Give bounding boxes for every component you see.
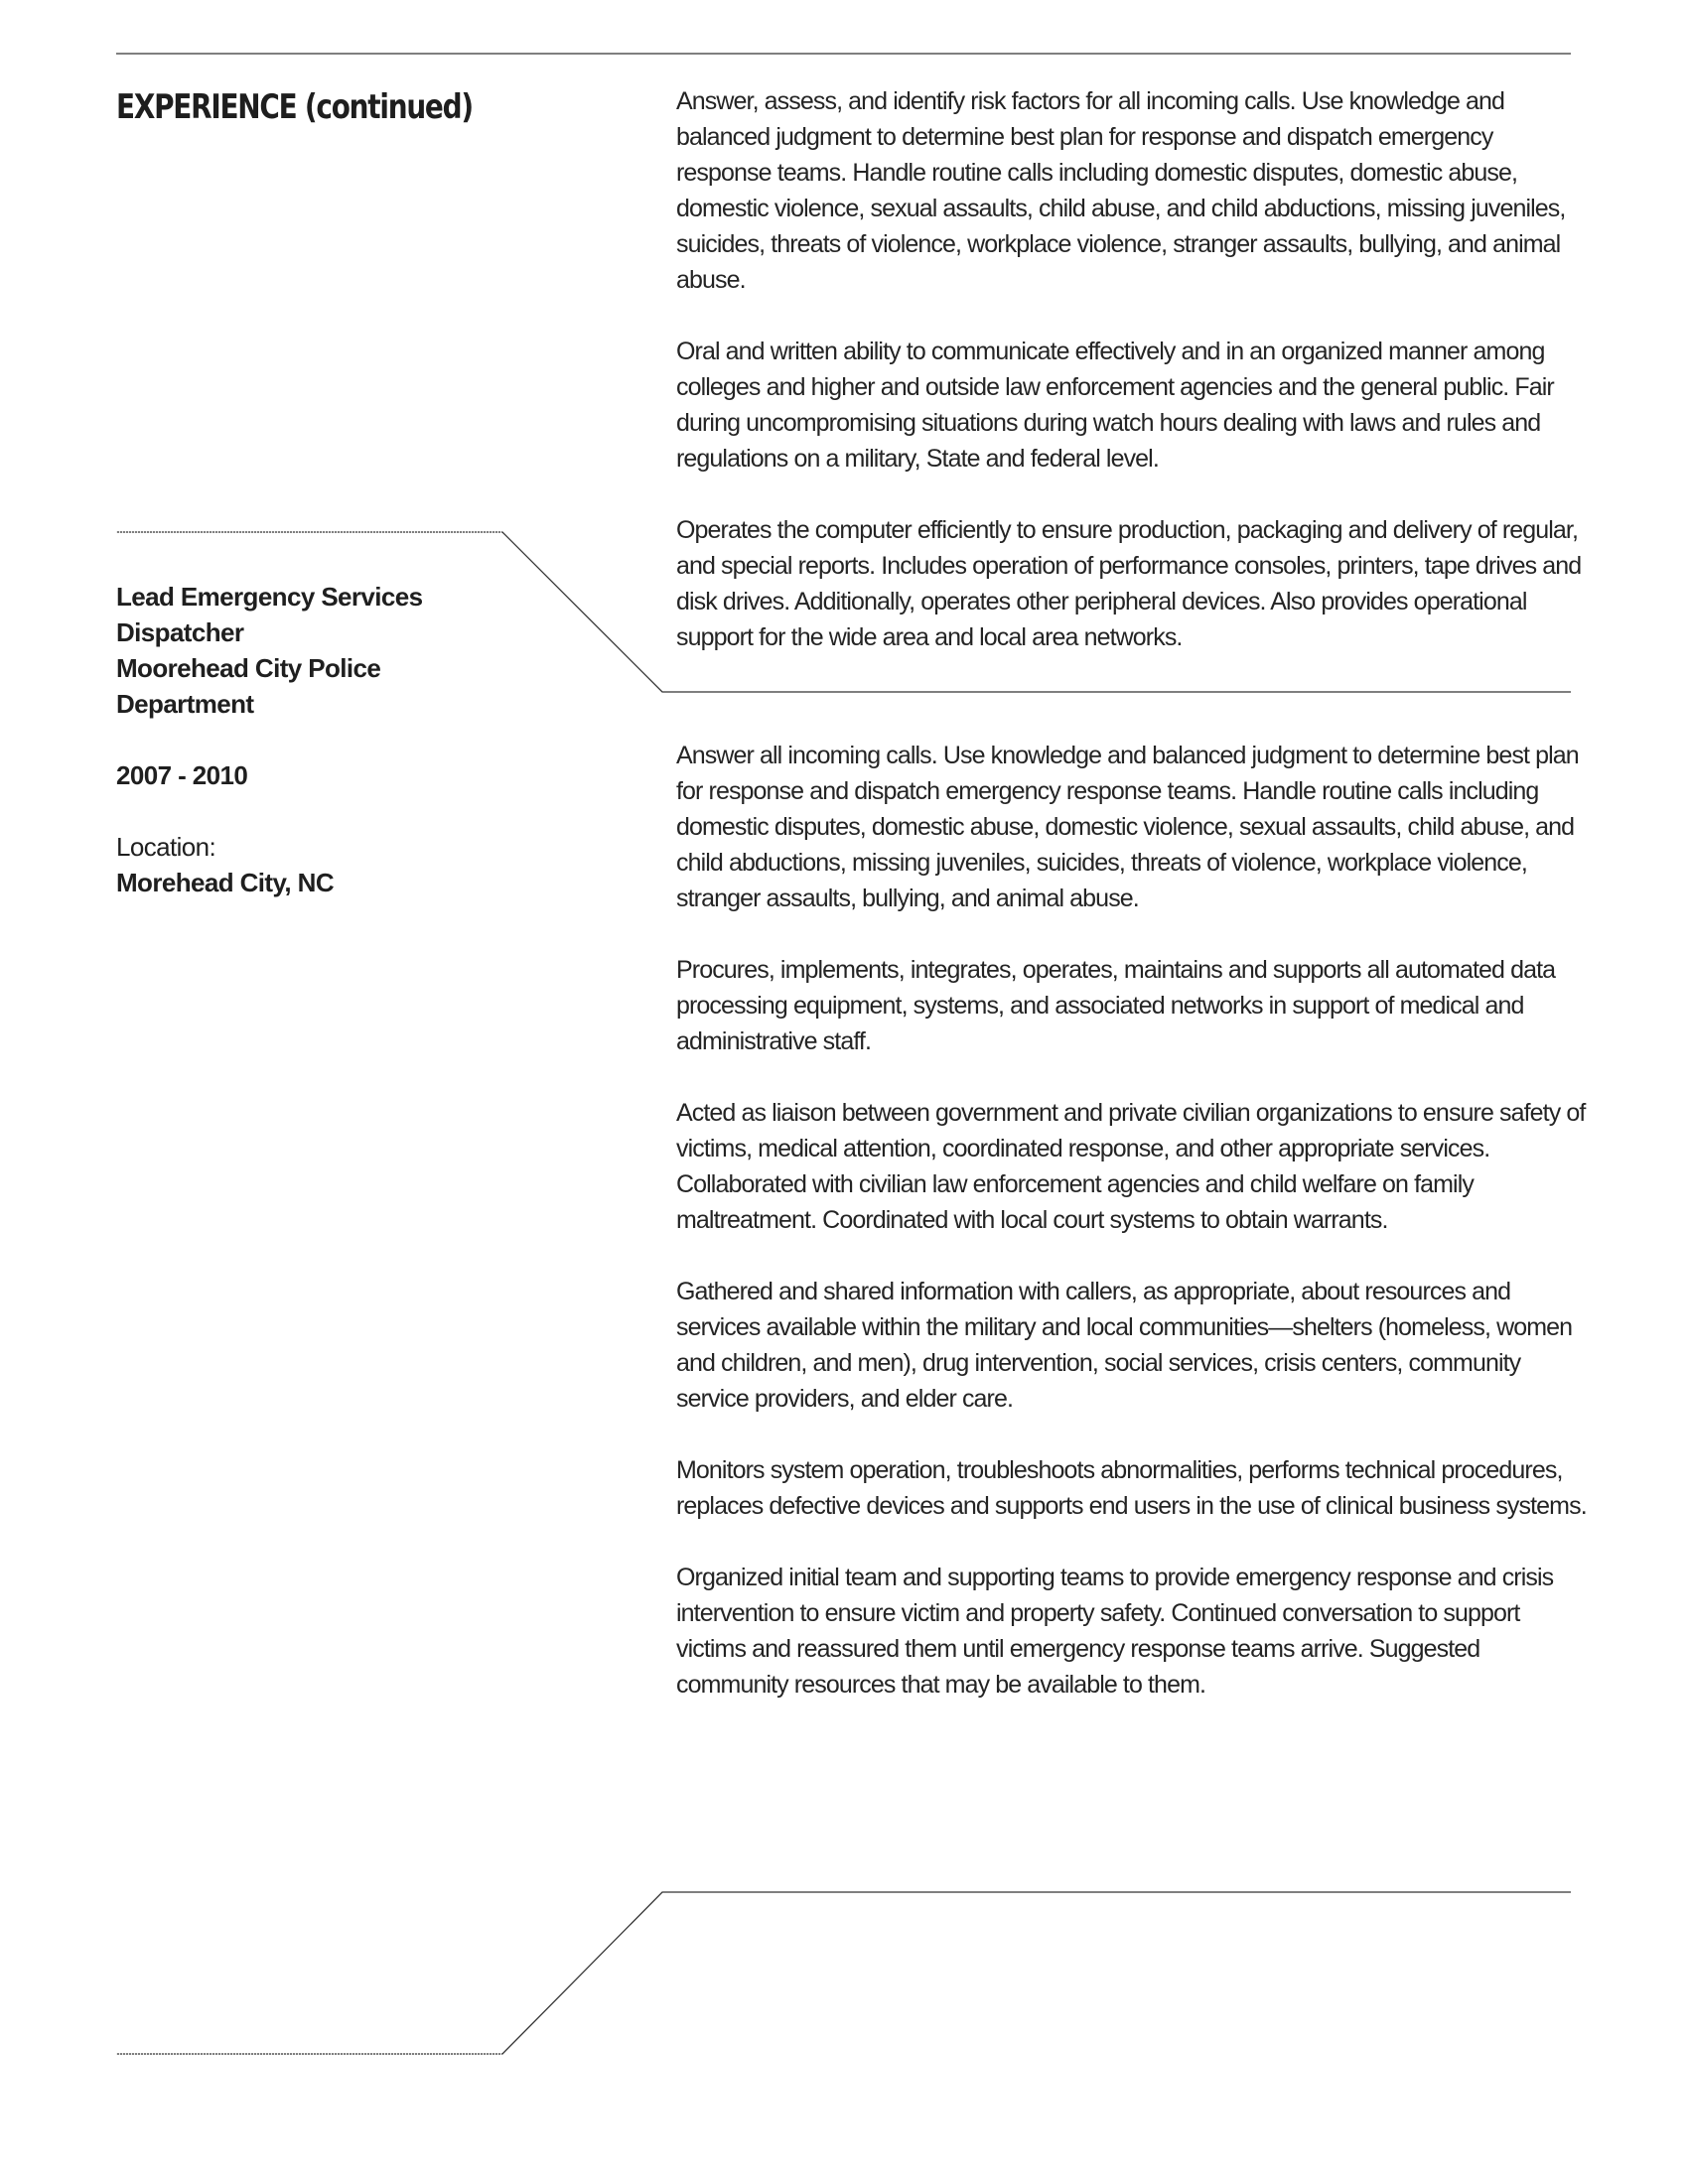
job-title-line: Lead Emergency Services: [116, 582, 423, 612]
job-location: Morehead City, NC: [116, 868, 335, 897]
location-label: Location:: [116, 832, 216, 862]
section-title: EXPERIENCE (continued): [116, 87, 473, 127]
duty-paragraph: Acted as liaison between government and private civilian organizations to ensure safety of victims, medical attention, coordinated response, and other appropriate services. Collaborated with civilian law enforcement agencies and child welfare on family maltreatment. Coordinated with local court systems to obtain warrants.: [676, 1099, 1586, 1234]
job-divider-lower: [116, 1892, 1571, 2054]
job-duties: [676, 738, 1590, 1703]
job-dates: 2007 - 2010: [116, 760, 248, 790]
duty-paragraph: Organized initial team and supporting teams to provide emergency response and crisis intervention to ensure victim and property safety. Continued conversation to support victims and reassured them until emergency response teams arrive. Suggested community resources that may be available to them.: [676, 1564, 1554, 1699]
duty-paragraph: Monitors system operation, troubleshoots abnormalities, performs technical procedures, replaces defective devices and supports end users in the use of clinical business systems.: [676, 1456, 1587, 1520]
duty-paragraph: Gathered and shared information with callers, as appropriate, about resources and services available within the military and local communities—shelters (homeless, women and children, and men), drug intervention, social services, crisis centers, community service providers, and elder care.: [676, 1278, 1573, 1413]
duty-paragraph: Answer, assess, and identify risk factors for all incoming calls. Use knowledge and balanced judgment to determine best plan for response and dispatch emergency response teams. Handle routine calls including domestic disputes, domestic abuse, domestic violence, sexual assaults, child abuse, and child abductions, missing juveniles, suicides, threats of violence, workplace violence, stranger assaults, bullying, and animal abuse.: [676, 87, 1566, 294]
job-details: [116, 579, 444, 900]
spacer: [116, 722, 444, 757]
employer-line: Moorehead City Police: [116, 653, 381, 683]
duty-paragraph: Oral and written ability to communicate effectively and in an organized manner among colleges and higher and outside law enforcement agencies and the general public. Fair during uncompromising situations during watch hours dealing with laws and rules and regulations on a military, State and federal level.: [676, 338, 1554, 473]
duty-paragraph: Answer all incoming calls. Use knowledge and balanced judgment to determine best plan for response and dispatch emergency response teams. Handle routine calls including domestic disputes, domestic abuse, domestic violence, sexual assaults, child abuse, and child abductions, missing juveniles, suicides, threats of violence, workplace violence, stranger assaults, bullying, and animal abuse.: [676, 742, 1579, 912]
job-title-line: Dispatcher: [116, 617, 244, 647]
employer-line: Department: [116, 689, 254, 719]
duty-paragraph: Operates the computer efficiently to ensure production, packaging and delivery of regular, and special reports. Includes operation of performance consoles, printers, tape drives and disk drives. Additionally, operates other peripheral devices. Also provides operational support for the wide area and local area networks.: [676, 516, 1582, 651]
duty-paragraph: Procures, implements, integrates, operates, maintains and supports all automated data processing equipment, systems, and associated networks in support of medical and administrative staff.: [676, 956, 1556, 1055]
spacer: [116, 793, 444, 829]
previous-job-duties: [676, 83, 1590, 655]
